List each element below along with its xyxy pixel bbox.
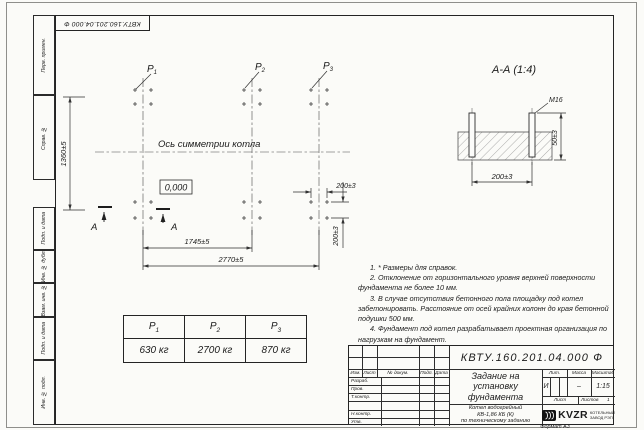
dim-1745: 1745±5	[184, 237, 210, 246]
dim-2770: 2770±5	[218, 255, 244, 264]
title-block	[348, 345, 614, 425]
sheet-label: Лист	[553, 397, 567, 403]
sheets-label: Листов	[581, 397, 599, 403]
section-letter-right: А	[171, 222, 178, 233]
anchor-bolt-left	[469, 113, 475, 157]
dim-50: 50±3	[552, 130, 559, 146]
row-prov: Пров.	[351, 386, 364, 392]
dim-bolt-v: 200±3	[333, 226, 340, 246]
level-mark: 0,000	[164, 182, 188, 193]
kvzr-coil-icon	[542, 410, 556, 421]
col-data: Дата	[435, 370, 448, 376]
stamp-cell-inv-dubl: Инв. № дубл.	[33, 250, 55, 283]
brand-subtitle: КОТЕЛЬНЫЙ ЗАВОД РЭП	[589, 410, 615, 420]
load-value-p3: 870 кг	[246, 339, 307, 363]
section-title: А-А (1:4)	[491, 64, 537, 76]
row-tkontr: Т.контр.	[351, 394, 371, 400]
sheets-value: 1	[607, 397, 610, 403]
load-label-p2: $P_2$	[255, 62, 266, 74]
section-arrows	[98, 207, 170, 223]
lit-label: Лит.	[548, 370, 561, 376]
stamp-cell-podp-data-1: Подп. и дата	[33, 207, 55, 250]
row-nkontr: Н.контр.	[351, 411, 372, 417]
format-note: Формат А3	[540, 424, 570, 430]
load-header-p3: $P_3$	[246, 316, 307, 339]
bolt-spec: М16	[549, 97, 563, 104]
load-header-p2: $P_2$	[185, 316, 246, 339]
load-table	[123, 315, 307, 363]
stamp-cell-inv-podl: Инв. № подл.	[33, 360, 55, 425]
p-leaders	[136, 71, 327, 89]
load-label-p3: $P_3$	[323, 61, 334, 73]
stamp-cell-sprav-no: Справ. №	[33, 95, 55, 180]
section-letter-left: А	[91, 222, 98, 233]
lit-value: И	[543, 383, 549, 390]
note-4: 4. Фундамент под котел разрабатывает проектная организация по нагрузкам на фундамент.	[358, 324, 607, 344]
anchor-bolt-marks	[133, 88, 329, 220]
note-1: 1. * Размеры для справок.	[370, 263, 458, 272]
doc-number-rotated-cell	[55, 15, 150, 31]
centerlines	[95, 78, 350, 235]
technical-notes	[358, 263, 612, 345]
dim-bottom-lines	[143, 230, 319, 270]
symmetry-axis-label: Ось симметрии котла	[158, 139, 261, 150]
m16-leader	[535, 103, 548, 113]
note-3: 3. В случае отсутствия бетонного пола площадку под котел забетонировать. Расстояние от осей крайних колонн до края бетонной подушки 500 мм.	[358, 293, 609, 324]
row-razrab: Разраб.	[351, 378, 369, 384]
doc-number-rotated: КВТУ.160.201.04.000 Ф	[64, 19, 141, 27]
section-view	[440, 55, 580, 195]
mass-value: –	[577, 383, 581, 390]
plan-view	[55, 50, 365, 272]
load-value-p2: 2700 кг	[185, 339, 246, 363]
note-2: 2. Отклонение от горизонтального уровня верхней поверхности фундамента не более 10 мм.	[358, 273, 596, 293]
load-table-header-row	[124, 316, 307, 339]
stamp-cell-podp-data-2: Подп. и дата	[33, 317, 55, 360]
dim-bolt-lines	[293, 182, 349, 248]
load-header-p1: $P_1$	[124, 316, 185, 339]
product-name: Котел водогрейный КВ-1,86 КБ (К) по техническому заданию	[460, 404, 531, 425]
doc-number: КВТУ.160.201.04.000 Ф	[460, 351, 604, 364]
dim-1360: 1360±5	[59, 141, 68, 167]
dim-bolt-h: 200±3	[336, 183, 356, 190]
mass-label: Масса	[571, 370, 587, 376]
stamp-cell-perv-primen: Перв. примен.	[33, 15, 55, 95]
col-list: Лист	[363, 370, 376, 376]
company-logo-cell	[542, 404, 615, 426]
stamp-cell-vzam-inv: Взам. инв. №	[33, 283, 55, 317]
drawing-title: Задание на установку фундамента	[467, 370, 524, 402]
col-izm: Изм.	[350, 370, 361, 376]
col-dokum: № докум.	[387, 370, 409, 376]
load-table-value-row	[124, 339, 307, 363]
scale-label: Масштаб	[591, 370, 615, 376]
load-label-p1: $P_1$	[147, 64, 158, 76]
brand-name: KVZR	[558, 409, 588, 421]
col-podp: Подп.	[420, 370, 433, 376]
scale-value: 1:15	[596, 383, 610, 390]
load-value-p1: 630 кг	[124, 339, 185, 363]
anchor-bolt-right	[529, 113, 535, 157]
dim-200: 200±3	[491, 172, 513, 181]
row-utv: Утв.	[351, 419, 362, 425]
